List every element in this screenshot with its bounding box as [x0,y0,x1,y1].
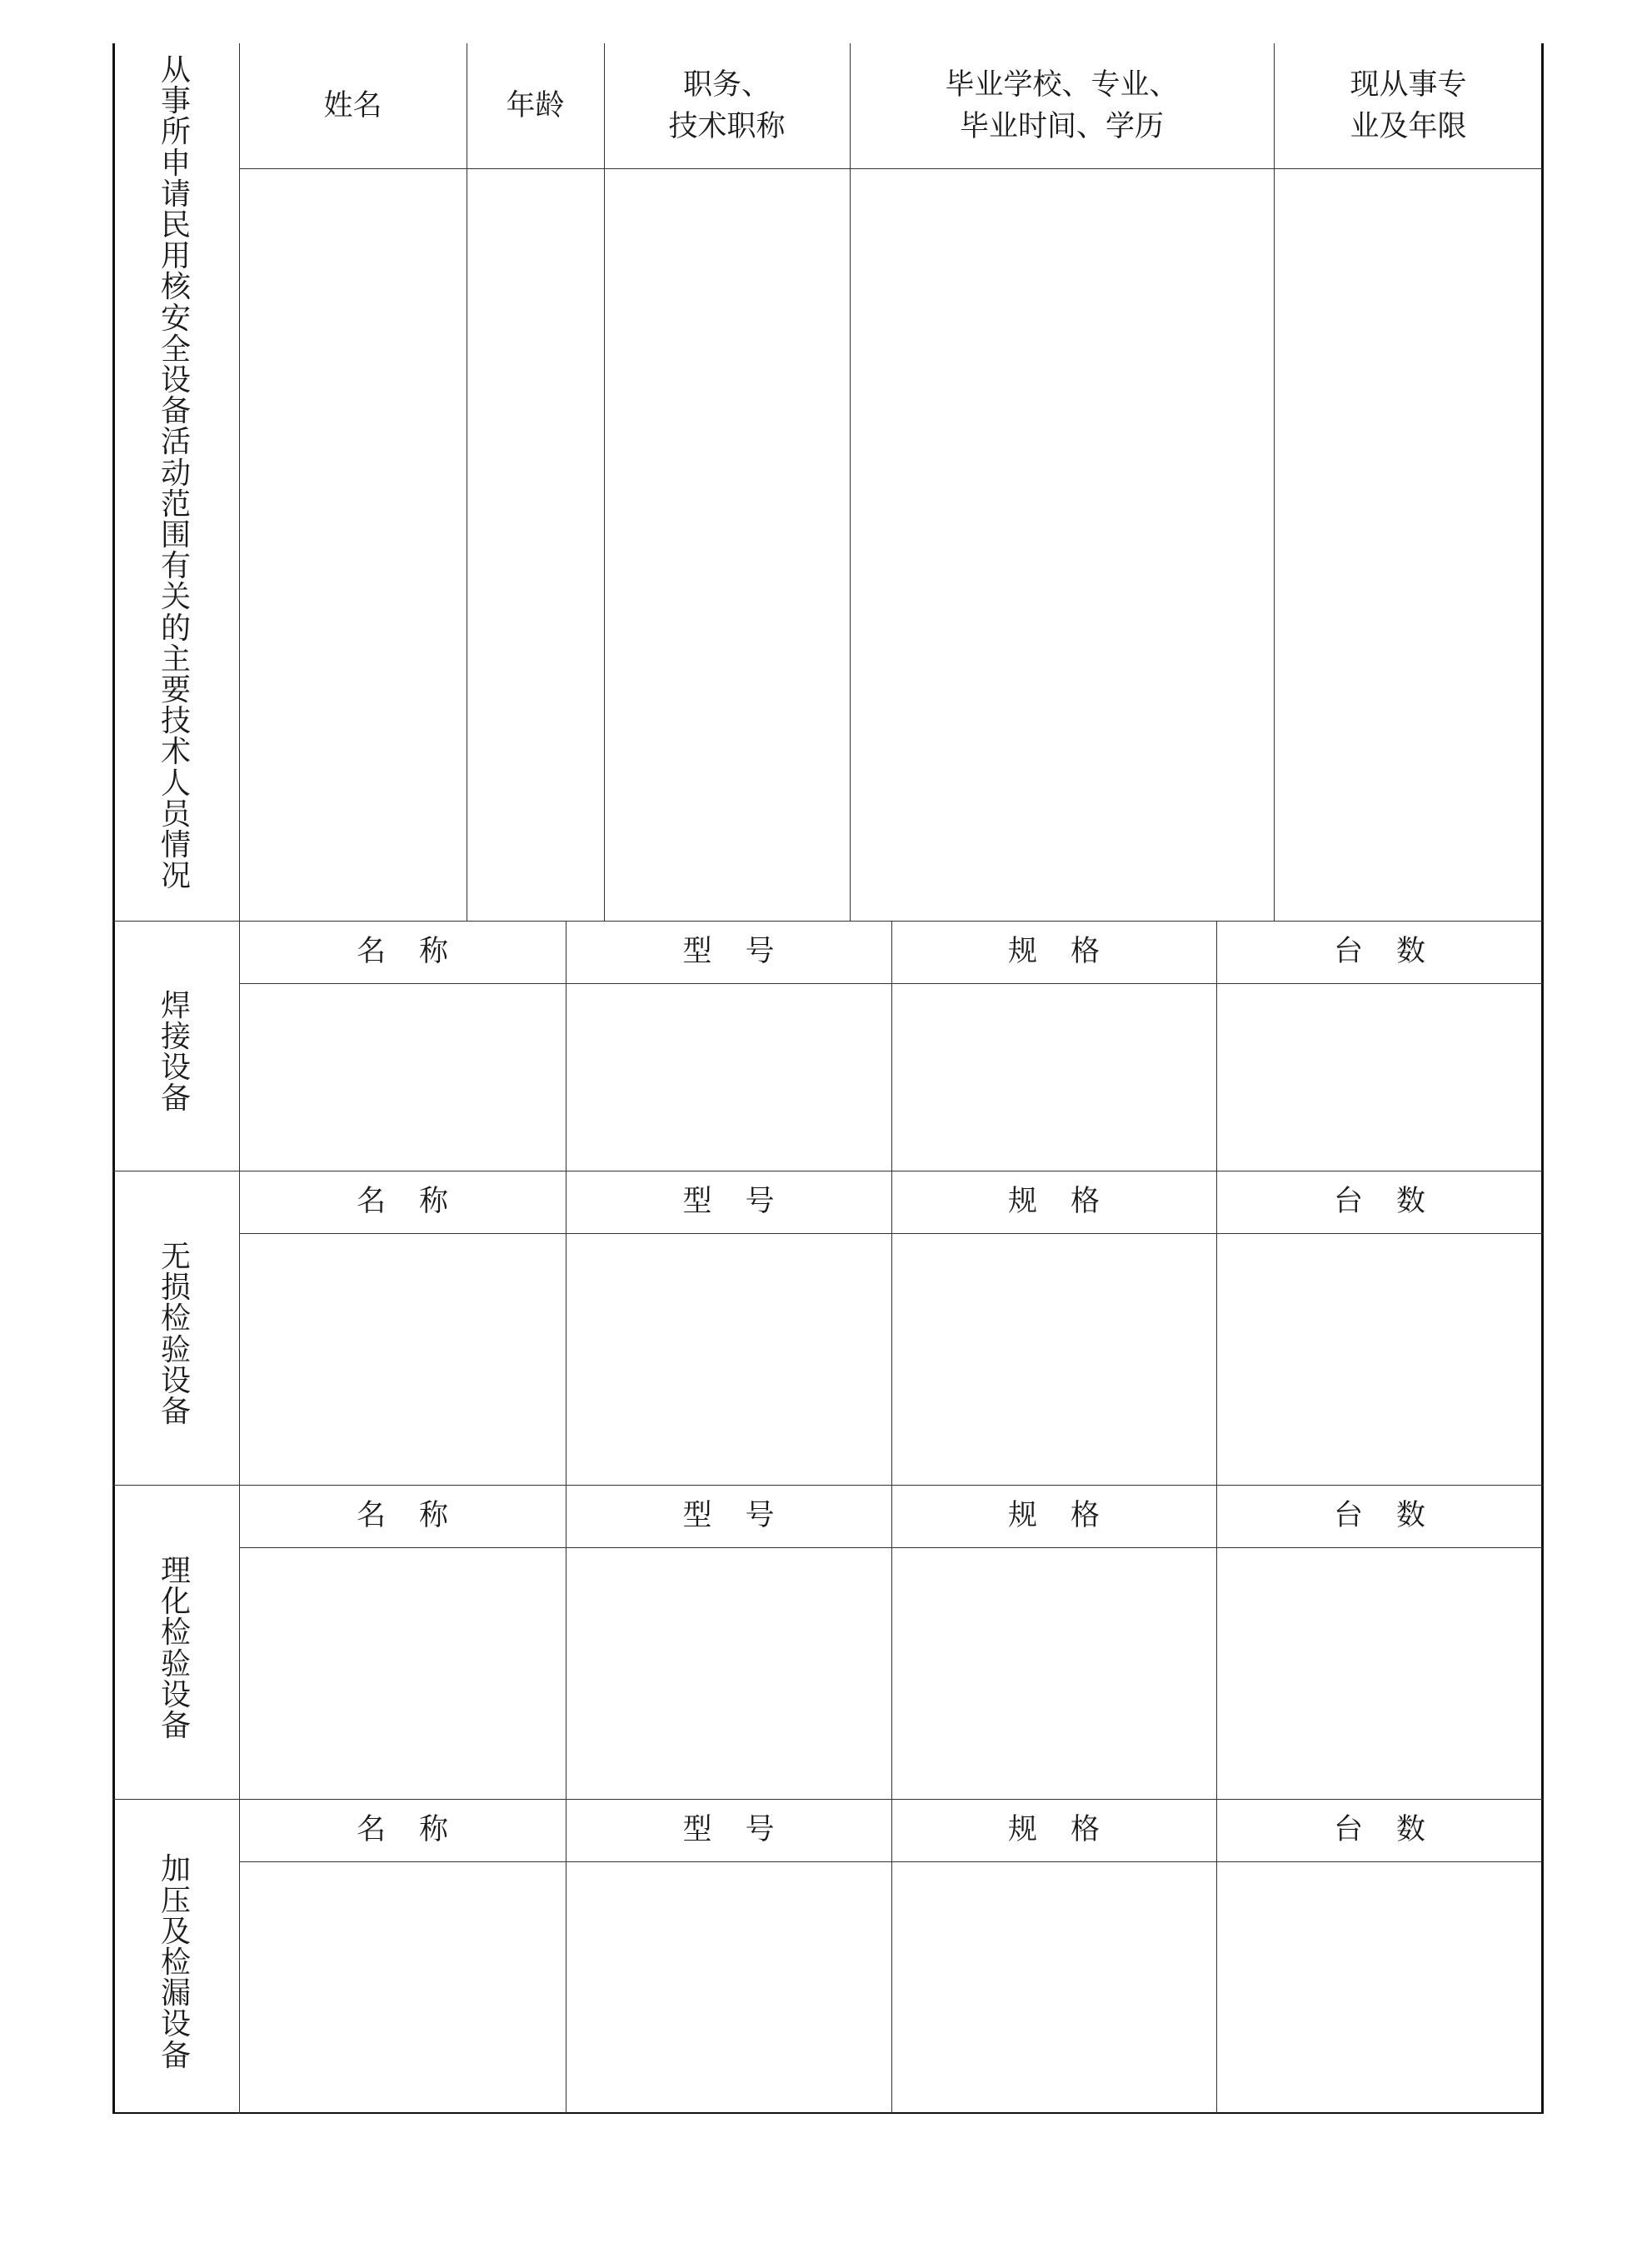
section-label-char: 验 [160,1332,191,1367]
section-label-char: 请 [160,177,191,212]
section-label-char: 设 [160,1051,191,1085]
section-label-char: 接 [160,1019,191,1054]
application-form-table [112,43,1544,2114]
column-header-spec [891,1485,1216,1547]
section-label-char: 所 [160,115,191,150]
column-header-text: 台数 [1333,1185,1459,1218]
section-label-char: 理 [160,1553,191,1588]
column-header-text: 台数 [1333,1813,1459,1846]
welding-equipment-entry-cell-spec[interactable] [892,984,1216,1171]
section-label-char: 压 [160,1883,191,1918]
section-label-char: 况 [160,859,191,894]
column-header-text: 规格 [1007,1499,1133,1532]
section-label-char: 备 [160,394,191,429]
column-header-text: 型号 [682,1185,808,1218]
physchem-test-equipment-entry-cell-spec[interactable] [892,1548,1216,1799]
column-header-text: 型号 [682,1813,808,1846]
column-header-quantity [1216,1485,1543,1547]
section-label-char: 动 [160,456,191,491]
column-header-name [239,921,566,983]
personnel-entry-cell-age[interactable] [467,169,604,921]
section-label-char: 人 [160,766,191,801]
section-label-char: 的 [160,611,191,646]
section-label-char: 漏 [160,1976,191,2011]
section-label-char: 损 [160,1271,191,1306]
section-label-char: 检 [160,1301,191,1336]
personnel-entry-cell-name[interactable] [240,169,467,921]
header-position-title: 职务、 技术职称 [668,68,786,143]
section-label-char: 备 [160,1394,191,1429]
ndt-equipment-entry-cell-quantity[interactable] [1217,1234,1543,1485]
section-label-char: 备 [160,1082,191,1117]
column-header-text: 名称 [356,1499,482,1532]
section-label-char: 检 [160,1945,191,1980]
column-header-text: 规格 [1007,1185,1133,1218]
pressure-leak-test-equipment-entry-cell-spec[interactable] [892,1862,1216,2113]
column-header-name [239,1799,566,1861]
section-label-char: 核 [160,270,191,305]
column-header-text: 台数 [1333,1499,1459,1532]
section-label-char: 申 [160,146,191,181]
welding-equipment-entry-cell-name[interactable] [240,984,566,1171]
ndt-equipment-entry-cell-spec[interactable] [892,1234,1216,1485]
section-label-char: 设 [160,2007,191,2042]
section-label-char: 无 [160,1239,191,1274]
section-label-char: 化 [160,1585,191,1620]
welding-equipment-entry-cell-model[interactable] [566,984,891,1171]
column-header-model [566,1485,891,1547]
pressure-leak-test-equipment-entry-cell-name[interactable] [240,1862,566,2113]
section-label-char: 范 [160,487,191,522]
column-header-text: 名称 [356,1813,482,1846]
column-header-name [239,1171,566,1233]
section-label-char: 员 [160,797,191,832]
ndt-equipment-entry-cell-name[interactable] [240,1234,566,1485]
pressure-leak-test-equipment-entry-cell-model[interactable] [566,1862,891,2113]
section-label-char: 术 [160,735,191,770]
welding-equipment-entry-cell-quantity[interactable] [1217,984,1543,1171]
personnel-entry-cell-position[interactable] [605,169,850,921]
header-current-specialty: 现从事专 业及年限 [1350,68,1467,143]
section-label-char: 备 [160,2038,191,2073]
section-label-char: 围 [160,518,191,553]
section-label-char: 检 [160,1616,191,1651]
column-header-text: 规格 [1007,1813,1133,1846]
column-header-quantity [1216,921,1543,983]
section-label-char: 设 [160,363,191,398]
personnel-entry-cell-specialty[interactable] [1275,169,1543,921]
section-label-char: 焊 [160,988,191,1023]
column-header-text: 型号 [682,935,808,968]
ndt-equipment-entry-cell-model[interactable] [566,1234,891,1485]
section-label-char: 主 [160,642,191,677]
physchem-test-equipment-entry-cell-model[interactable] [566,1548,891,1799]
section-label-char: 有 [160,549,191,584]
column-header-spec [891,1171,1216,1233]
column-header-model [566,921,891,983]
section-label-char: 事 [160,84,191,119]
column-header-model [566,1799,891,1861]
physchem-test-equipment-label [159,1553,192,1743]
physchem-test-equipment-entry-cell-quantity[interactable] [1217,1548,1543,1799]
column-header-name [239,1485,566,1547]
column-header-text: 名称 [356,1185,482,1218]
physchem-test-equipment-entry-cell-name[interactable] [240,1548,566,1799]
column-header-model [566,1171,891,1233]
frame-left-border [112,43,115,2114]
section-label-char: 全 [160,332,191,367]
section-label-char: 民 [160,208,191,243]
section-label-char: 关 [160,580,191,615]
column-header-text: 型号 [682,1499,808,1532]
section-label-char: 备 [160,1708,191,1743]
section-label-char: 加 [160,1852,191,1887]
welding-equipment-label [159,988,192,1117]
column-header-spec [891,1799,1216,1861]
column-header-spec [891,921,1216,983]
column-header-quantity [1216,1171,1543,1233]
section-label-char: 验 [160,1646,191,1681]
pressure-leak-test-equipment-entry-cell-quantity[interactable] [1217,1862,1543,2113]
personnel-section-label [159,55,192,892]
section-label-char: 技 [160,704,191,739]
header-education: 毕业学校、专业、 毕业时间、学历 [945,68,1179,143]
column-header-text: 名称 [356,935,482,968]
section-label-char: 及 [160,1914,191,1949]
header-name: 姓名 [323,89,382,122]
section-label-char: 情 [160,828,191,863]
pressure-leak-test-equipment-label [159,1854,192,2071]
section-label-char: 要 [160,673,191,708]
section-label-char: 设 [160,1363,191,1398]
ndt-equipment-label [159,1241,192,1427]
section-label-char: 活 [160,425,191,460]
column-header-quantity [1216,1799,1543,1861]
section-label-char: 用 [160,239,191,274]
section-label-char: 安 [160,301,191,336]
column-header-text: 台数 [1333,935,1459,968]
section-label-char: 从 [160,53,191,87]
personnel-entry-cell-education[interactable] [851,169,1274,921]
column-header-text: 规格 [1007,935,1133,968]
header-age: 年龄 [506,89,565,122]
section-label-char: 设 [160,1677,191,1712]
